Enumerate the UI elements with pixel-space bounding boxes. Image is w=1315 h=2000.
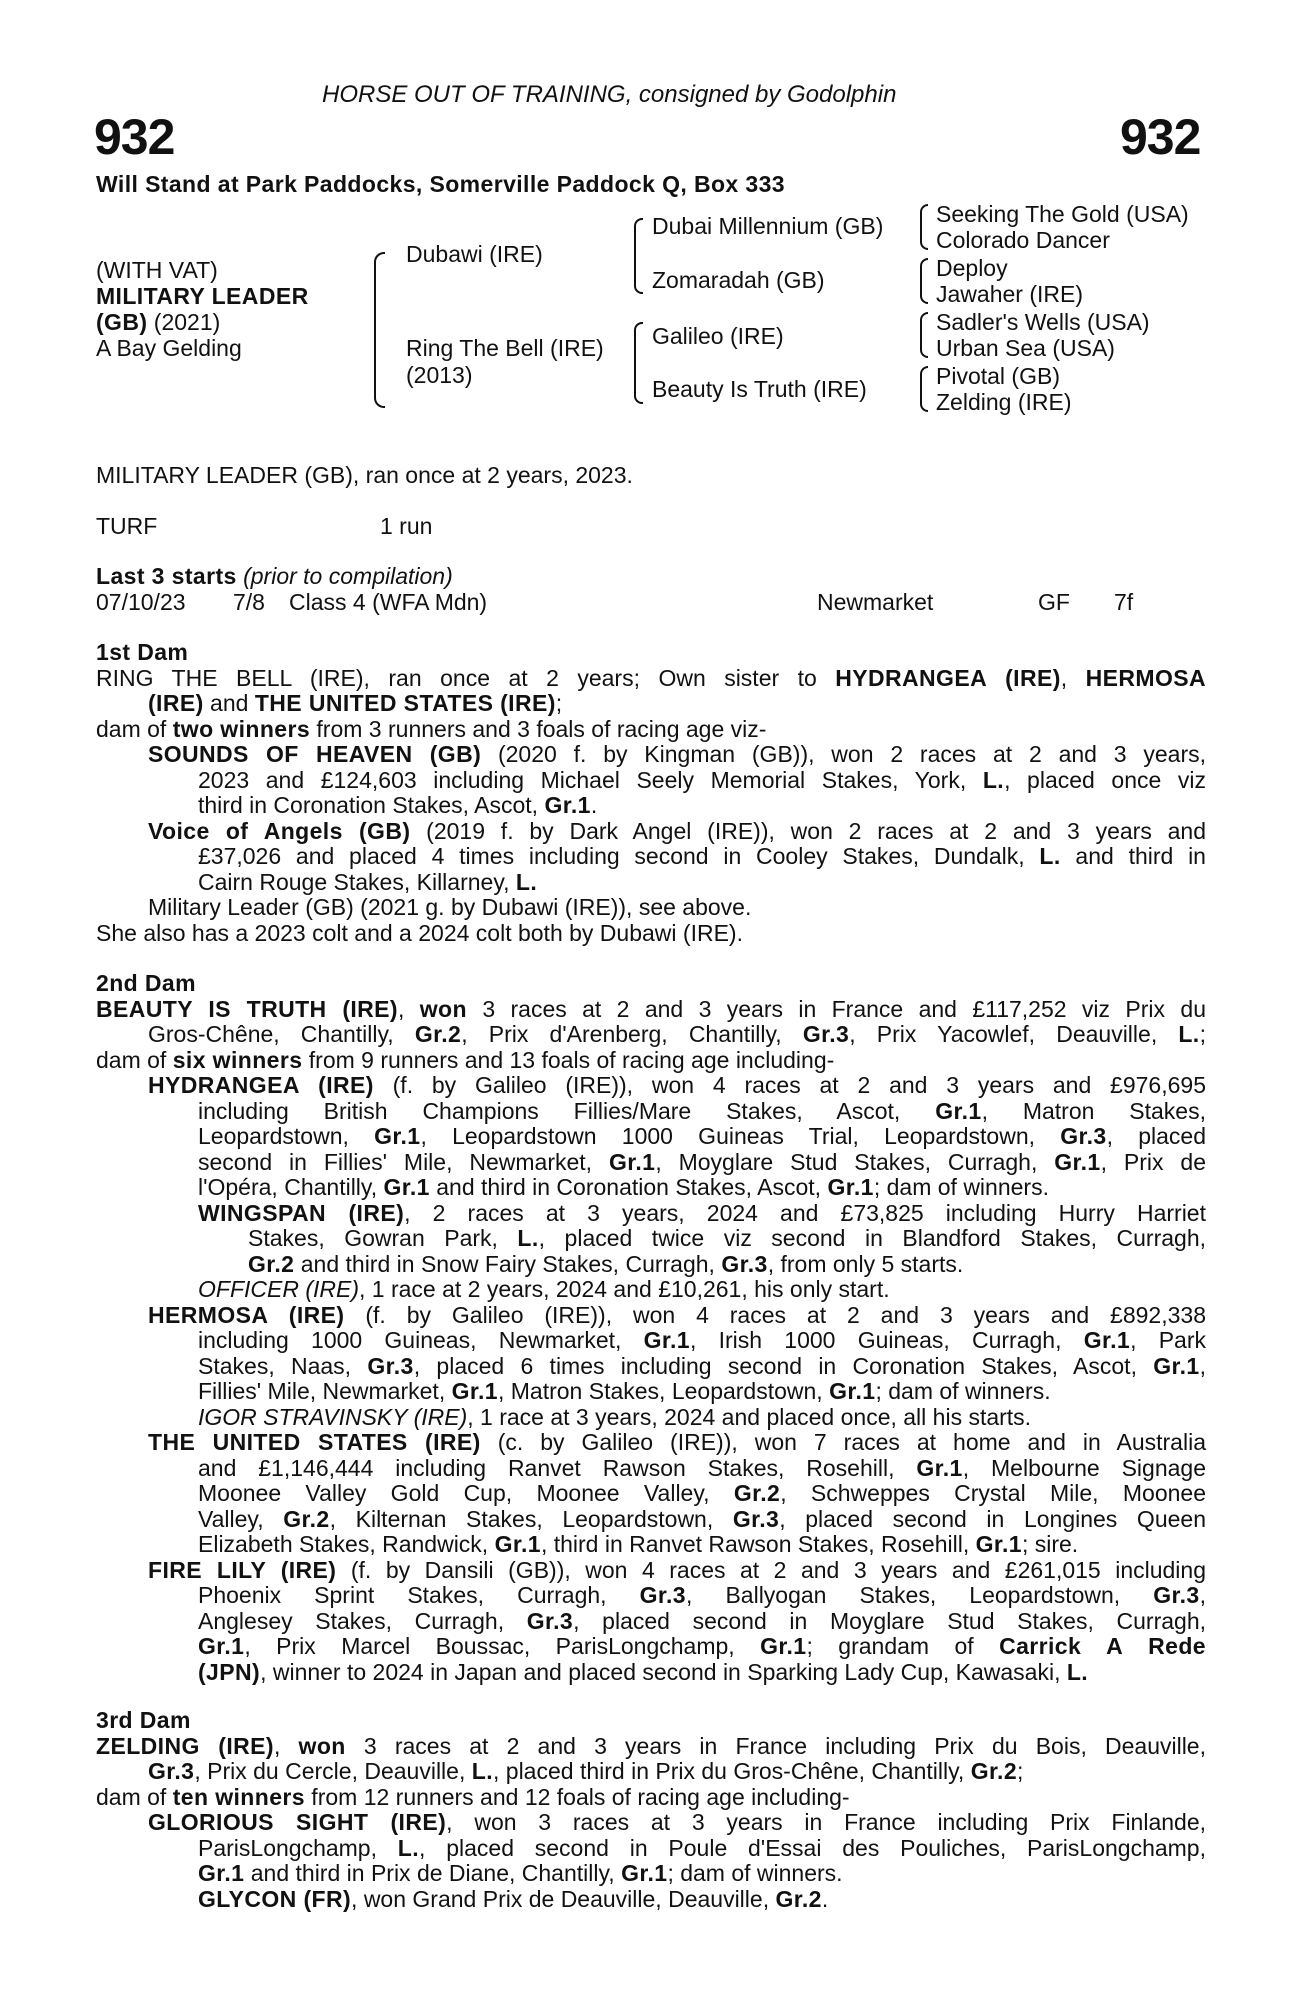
progeny-entry-cont: Gr.1 and third in Prix de Diane, Chantilly, Gr.1; dam of winners. [198,1860,843,1886]
second-dam-section [96,971,1206,1685]
progeny-entry: Voice of Angels (GB) (2019 f. by Dark Angel (IRE)), won 2 races at 2 and 3 years and [148,817,1206,844]
third-dam-line: Gr.3, Prix du Cercle, Deauville, L., placed third in Prix du Gros-Chêne, Chantilly, Gr.2; [148,1758,1024,1784]
progeny-entry-cont: l'Opéra, Chantilly, Gr.1 and third in Coronation Stakes, Ascot, Gr.1; dam of winners. [198,1174,1049,1200]
pedigree-brace-5 [920,258,928,304]
start-distance: 7f [1114,589,1134,615]
record-surface: TURF [96,513,158,539]
start-course: Newmarket [817,589,934,615]
dam-sire: Galileo (IRE) [652,323,784,349]
third-dam-line: ZELDING (IRE), won 3 races at 2 and 3 years in France including Prix du Bois, Deauville, [96,1732,1206,1759]
pedigree-brace-1 [374,252,385,408]
dam-year: (2013) [406,362,473,388]
first-dam-line: (IRE) and THE UNITED STATES (IRE); [148,690,563,716]
first-dam-section [96,640,1206,946]
second-dam-line: BEAUTY IS TRUTH (IRE), won 3 races at 2 and 3 years in France and £117,252 viz Prix du [96,995,1206,1022]
lot-number-left: 932 [94,109,175,165]
start-race: Class 4 (WFA Mdn) [289,589,488,615]
sire-sire-sire: Seeking The Gold (USA) [936,201,1189,227]
horse-name: MILITARY LEADER [96,283,309,309]
progeny-entry: HYDRANGEA (IRE) (f. by Galileo (IRE)), won 4 races at 2 and 3 years and £976,695 [148,1072,1206,1098]
start-date: 07/10/23 [96,589,186,615]
grandprogeny-entry-cont: Gr.2 and third in Snow Fairy Stakes, Curragh, Gr.3, from only 5 starts. [248,1250,964,1277]
progeny-entry-cont: Valley, Gr.2, Kilternan Stakes, Leopardstown, Gr.3, placed second in Longines Queen [198,1505,1206,1532]
start-going: GF [1038,589,1070,615]
progeny-entry-cont: Cairn Rouge Stakes, Killarney, L. [198,868,538,895]
pedigree-brace-7 [920,366,928,412]
progeny-entry-cont: Stakes, Naas, Gr.3, placed 6 times including second in Coronation Stakes, Ascot, Gr.1, [198,1352,1206,1379]
progeny-entry-cont: third in Coronation Stakes, Ascot, Gr.1. [198,792,598,818]
sire-dam: Zomaradah (GB) [652,267,825,293]
progeny-entry: GLORIOUS SIGHT (IRE), won 3 races at 3 years in France including Prix Finlande, [148,1809,1207,1835]
lot-number-right: 932 [1120,109,1201,165]
stable-location: Will Stand at Park Paddocks, Somerville Paddock Q, Box 333 [96,171,785,197]
grandprogeny-entry-cont: Stakes, Gowran Park, L., placed twice viz second in Blandford Stakes, Curragh, [248,1225,1206,1251]
sire-sire-dam: Colorado Dancer [936,227,1110,253]
grandprogeny-entry: GLYCON (FR), won Grand Prix de Deauville, Deauville, Gr.2. [198,1885,829,1912]
pedigree-brace-2 [634,218,643,294]
grandprogeny-entry: WINGSPAN (IRE), 2 races at 3 years, 2024 and £73,825 including Hurry Harriet [198,1199,1206,1226]
first-dam-line: RING THE BELL (IRE), ran once at 2 years; Own sister to HYDRANGEA (IRE), HERMOSA [96,664,1207,691]
second-dam-line: dam of six winners from 9 runners and 13 foals of racing age including- [96,1046,835,1073]
third-dam-heading: 3rd Dam [96,1707,191,1733]
progeny-entry-cont: including British Champions Fillies/Mare Stakes, Ascot, Gr.1, Matron Stakes, [198,1097,1206,1124]
consignor-line: HORSE OUT OF TRAINING, consigned by Godolphin [322,81,897,108]
progeny-entry-cont: including 1000 Guineas, Newmarket, Gr.1, Irish 1000 Guineas, Curragh, Gr.1, Park [198,1327,1206,1353]
progeny-entry: Military Leader (GB) (2021 g. by Dubawi (IRE)), see above. [148,894,752,920]
first-dam-line: dam of two winners from 3 runners and 3 foals of racing age viz- [96,715,767,742]
sire: Dubawi (IRE) [406,241,543,267]
progeny-entry-cont: ParisLongchamp, L., placed second in Poule d'Essai des Pouliches, ParisLongchamp, [198,1834,1206,1861]
progeny-entry: THE UNITED STATES (IRE) (c. by Galileo (IRE)), won 7 races at home and in Australia [148,1429,1206,1455]
progeny-entry: HERMOSA (IRE) (f. by Galileo (IRE)), won 4 races at 2 and 3 years and £892,338 [148,1301,1206,1328]
second-dam-line: Gros-Chêne, Chantilly, Gr.2, Prix d'Arenberg, Chantilly, Gr.3, Prix Yacowlef, Deauville, L.; [148,1021,1206,1047]
pedigree-brace-3 [634,322,643,404]
dam-dam-dam: Zelding (IRE) [936,389,1072,415]
pedigree-brace-4 [920,204,928,250]
dam-dam-sire: Pivotal (GB) [936,363,1060,389]
progeny-entry-cont: Leopardstown, Gr.1, Leopardstown 1000 Guineas Trial, Leopardstown, Gr.3, placed [198,1123,1206,1149]
progeny-entry-cont: Anglesey Stakes, Curragh, Gr.3, placed second in Moyglare Stud Stakes, Curragh, [198,1607,1207,1634]
progeny-entry-cont: Elizabeth Stakes, Randwick, Gr.1, third in Ranvet Rawson Stakes, Rosehill, Gr.1; sire. [198,1531,1079,1557]
dam-dam: Beauty Is Truth (IRE) [652,376,867,402]
progeny-entry: FIRE LILY (IRE) (f. by Dansili (GB)), won 4 races at 2 and 3 years and £261,015 including [148,1556,1207,1583]
progeny-entry-cont: and £1,146,444 including Ranvet Rawson Stakes, Rosehill, Gr.1, Melbourne Signage [198,1454,1206,1481]
dam-sire-sire: Sadler's Wells (USA) [936,309,1150,335]
progeny-entry-cont: (JPN), winner to 2024 in Japan and placed second in Sparking Lady Cup, Kawasaki, L. [198,1658,1089,1685]
first-dam-note: She also has a 2023 colt and a 2024 colt both by Dubawi (IRE). [96,919,743,946]
horse-description: A Bay Gelding [96,335,242,361]
first-dam-heading: 1st Dam [96,639,189,665]
progeny-entry-cont: Phoenix Sprint Stakes, Curragh, Gr.3, Ballyogan Stakes, Leopardstown, Gr.3, [198,1582,1206,1608]
second-dam-heading: 2nd Dam [96,970,196,996]
grandprogeny-entry: OFFICER (IRE), 1 race at 2 years, 2024 and £10,261, his only start. [198,1276,890,1302]
pedigree-brace-6 [920,312,928,358]
start-position: 7/8 [233,589,265,615]
progeny-entry: SOUNDS OF HEAVEN (GB) (2020 f. by Kingman (GB)), won 2 races at 2 and 3 years, [148,741,1207,767]
progeny-entry-cont: Fillies' Mile, Newmarket, Gr.1, Matron Stakes, Leopardstown, Gr.1; dam of winners. [198,1378,1051,1404]
sire-dam-dam: Jawaher (IRE) [936,281,1083,307]
last-starts-heading: Last 3 starts (prior to compilation) [96,563,453,589]
vat-note: (WITH VAT) [96,257,218,283]
third-dam-line: dam of ten winners from 12 runners and 12 foals of racing age including- [96,1783,850,1810]
progeny-entry-cont: £37,026 and placed 4 times including second in Cooley Stakes, Dundalk, L. and third in [198,843,1206,869]
record-runs: 1 run [380,513,433,539]
dam-sire-dam: Urban Sea (USA) [936,335,1115,361]
progeny-entry-cont: second in Fillies' Mile, Newmarket, Gr.1, Moyglare Stud Stakes, Curragh, Gr.1, Prix de [198,1148,1206,1175]
sire-dam-sire: Deploy [936,255,1008,281]
progeny-entry-cont: Gr.1, Prix Marcel Boussac, ParisLongchamp, Gr.1; grandam of Carrick A Rede [198,1633,1206,1659]
third-dam-section [96,1708,1206,1912]
horse-country-year: (GB) (2021) [96,309,221,335]
dam: Ring The Bell (IRE) [406,335,604,361]
race-summary: MILITARY LEADER (GB), ran once at 2 years, 2023. [96,462,633,488]
sire-sire: Dubai Millennium (GB) [652,213,884,239]
progeny-entry-cont: Moonee Valley Gold Cup, Moonee Valley, Gr.2, Schweppes Crystal Mile, Moonee [198,1480,1206,1506]
grandprogeny-entry: IGOR STRAVINSKY (IRE), 1 race at 3 years, 2024 and placed once, all his starts. [198,1403,1032,1430]
progeny-entry-cont: 2023 and £124,603 including Michael Seely Memorial Stakes, York, L., placed once viz [198,766,1206,793]
